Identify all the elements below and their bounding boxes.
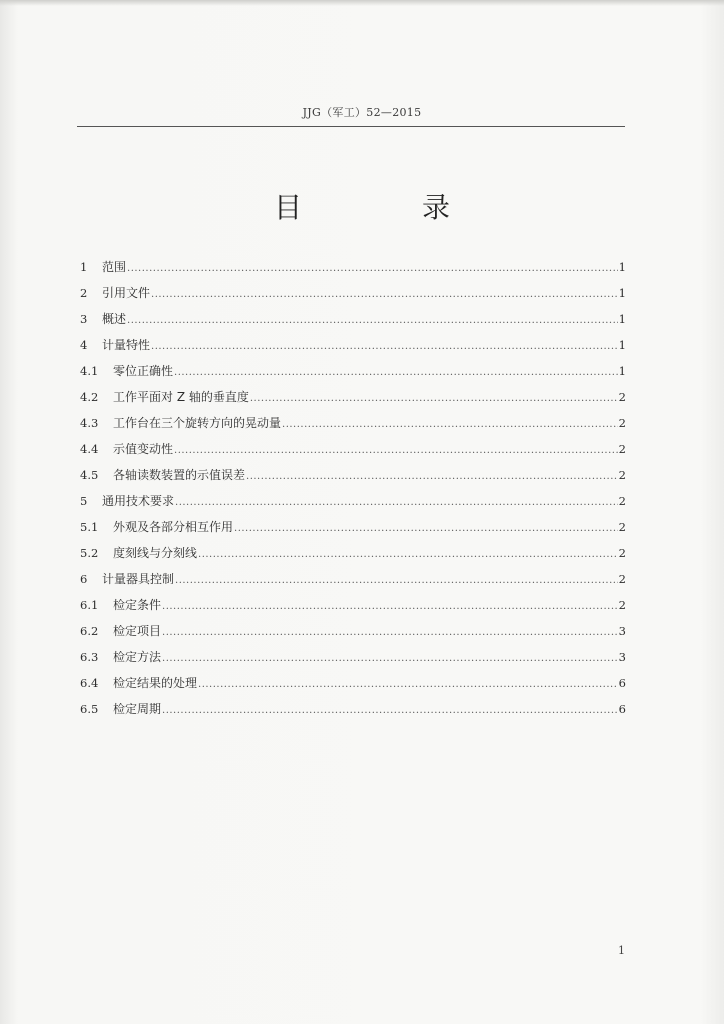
standard-code-header: JJG（军工）52—2015 <box>302 106 422 119</box>
toc-page-number: 1 <box>618 312 626 326</box>
toc-dot-leader <box>127 308 618 334</box>
toc-page-number: 2 <box>618 390 626 404</box>
toc-entry[interactable] <box>80 280 626 306</box>
toc-entry[interactable] <box>80 410 626 436</box>
toc-section-title: 检定方法 <box>113 650 162 664</box>
toc-page-number: 2 <box>618 494 626 508</box>
toc-section-title: 各轴读数装置的示值误差 <box>113 468 246 482</box>
toc-section-title: 零位正确性 <box>113 364 174 378</box>
toc-page-number: 2 <box>618 546 626 560</box>
scan-edge-shadow <box>0 0 724 6</box>
toc-section-title: 引用文件 <box>102 286 151 300</box>
toc-section-number: 6 <box>80 572 88 586</box>
toc-entry[interactable] <box>80 514 626 540</box>
toc-page-number: 2 <box>618 468 626 482</box>
toc-dot-leader <box>198 672 618 698</box>
toc-dot-leader <box>198 542 618 568</box>
toc-entry[interactable] <box>80 696 626 722</box>
toc-section-title: 工作台在三个旋转方向的晃动量 <box>113 416 282 430</box>
toc-dot-leader <box>151 334 618 360</box>
toc-section-number: 6.2 <box>80 624 99 638</box>
toc-section-number: 5.2 <box>80 546 99 560</box>
toc-dot-leader <box>282 412 618 438</box>
toc-section-number: 4 <box>80 338 88 352</box>
toc-dot-leader <box>127 256 618 282</box>
toc-section-number: 6.5 <box>80 702 99 716</box>
toc-page-number: 6 <box>618 676 626 690</box>
toc-entry[interactable] <box>80 540 626 566</box>
toc-entry[interactable] <box>80 618 626 644</box>
page-title: 目 录 <box>273 191 496 224</box>
toc-section-title: 概述 <box>102 312 127 326</box>
toc-entry[interactable] <box>80 644 626 670</box>
toc-section-title: 计量器具控制 <box>102 572 175 586</box>
toc-section-title: 示值变动性 <box>113 442 174 456</box>
toc-section-title: 范围 <box>102 260 127 274</box>
toc-section-title: 外观及各部分相互作用 <box>113 520 234 534</box>
toc-section-number: 6.1 <box>80 598 99 612</box>
toc-dot-leader <box>175 490 618 516</box>
toc-entry[interactable] <box>80 306 626 332</box>
toc-section-title: 度刻线与分刻线 <box>113 546 198 560</box>
toc-section-number: 5.1 <box>80 520 99 534</box>
toc-page-number: 6 <box>618 702 626 716</box>
toc-page-number: 3 <box>618 624 626 638</box>
toc-entry[interactable] <box>80 462 626 488</box>
toc-entry[interactable] <box>80 254 626 280</box>
toc-entry[interactable] <box>80 592 626 618</box>
toc-dot-leader <box>162 646 618 672</box>
toc-page-number: 2 <box>618 572 626 586</box>
toc-entry[interactable] <box>80 384 626 410</box>
toc-dot-leader <box>246 464 618 490</box>
page-number: 1 <box>618 944 625 957</box>
toc-section-title: 计量特性 <box>102 338 151 352</box>
toc-section-number: 4.5 <box>80 468 99 482</box>
toc-dot-leader <box>162 620 618 646</box>
toc-section-title: 工作平面对 Z 轴的垂直度 <box>113 390 249 404</box>
toc-section-number: 5 <box>80 494 88 508</box>
toc-page-number: 1 <box>618 338 626 352</box>
toc-dot-leader <box>175 568 618 594</box>
toc-entry[interactable] <box>80 436 626 462</box>
toc-section-title: 检定结果的处理 <box>113 676 198 690</box>
toc-dot-leader <box>174 438 618 464</box>
toc-dot-leader <box>151 282 618 308</box>
toc-page-number: 2 <box>618 416 626 430</box>
toc-page-number: 1 <box>618 286 626 300</box>
toc-page-number: 2 <box>618 520 626 534</box>
toc-section-number: 4.1 <box>80 364 99 378</box>
toc-section-title: 检定条件 <box>113 598 162 612</box>
toc-section-number: 6.3 <box>80 650 99 664</box>
toc-section-title: 检定周期 <box>113 702 162 716</box>
toc-section-number: 4.2 <box>80 390 99 404</box>
toc-section-number: 1 <box>80 260 88 274</box>
toc-entry[interactable] <box>80 358 626 384</box>
toc-section-number: 3 <box>80 312 88 326</box>
toc-dot-leader <box>250 386 618 412</box>
toc-dot-leader <box>162 698 618 724</box>
header-divider <box>77 126 625 127</box>
table-of-contents <box>80 254 626 722</box>
toc-dot-leader <box>174 360 618 386</box>
toc-section-title: 检定项目 <box>113 624 162 638</box>
toc-dot-leader <box>234 516 618 542</box>
toc-page-number: 2 <box>618 442 626 456</box>
toc-section-number: 4.4 <box>80 442 99 456</box>
toc-page-number: 1 <box>618 364 626 378</box>
toc-page-number: 2 <box>618 598 626 612</box>
toc-page-number: 3 <box>618 650 626 664</box>
toc-section-number: 4.3 <box>80 416 99 430</box>
toc-entry[interactable] <box>80 566 626 592</box>
toc-entry[interactable] <box>80 332 626 358</box>
toc-entry[interactable] <box>80 670 626 696</box>
toc-section-number: 6.4 <box>80 676 99 690</box>
toc-entry[interactable] <box>80 488 626 514</box>
toc-page-number: 1 <box>618 260 626 274</box>
toc-dot-leader <box>162 594 618 620</box>
toc-section-title: 通用技术要求 <box>102 494 175 508</box>
toc-section-number: 2 <box>80 286 88 300</box>
